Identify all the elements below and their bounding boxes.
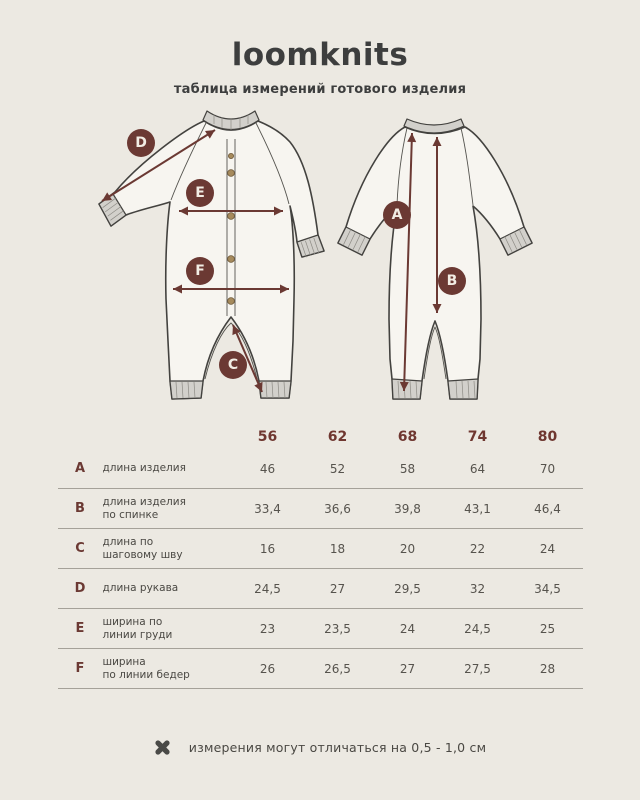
row-letter: A [74, 461, 86, 476]
size-header-row [58, 425, 583, 449]
cell-value: 18 [329, 541, 346, 556]
measure-badge-a: A [383, 201, 411, 229]
row-letter: E [75, 621, 85, 636]
asterisk-icon [154, 739, 171, 756]
row-letter: C [75, 541, 85, 556]
size-column-header: 62 [327, 429, 348, 445]
cell-value: 28 [539, 661, 556, 676]
cell-value: 27 [399, 661, 416, 676]
cell-value: 43,1 [464, 501, 491, 516]
footer-note-row [0, 739, 640, 756]
cell-value: 25 [539, 621, 556, 636]
table-row [58, 609, 583, 649]
garment-drawing-svg [0, 99, 640, 419]
table-row [58, 489, 583, 529]
cell-value: 27,5 [464, 661, 491, 676]
size-column-header: 68 [397, 429, 418, 445]
measure-badge-b: B [438, 267, 466, 295]
cell-value: 32 [469, 581, 486, 596]
measure-badge-d: D [127, 129, 155, 157]
page-subtitle: таблица измерений готового изделия [173, 82, 467, 97]
back-garment-outline [338, 127, 532, 399]
size-column-header: 80 [537, 429, 558, 445]
cell-value: 23 [259, 621, 276, 636]
measure-badge-f: F [186, 257, 214, 285]
cell-value: 24,5 [254, 581, 281, 596]
cell-value: 58 [399, 461, 416, 476]
garment-diagrams [0, 99, 640, 419]
cell-value: 64 [469, 461, 486, 476]
table-row [58, 569, 583, 609]
cell-value: 36,6 [324, 501, 351, 516]
size-column-header: 74 [467, 429, 488, 445]
cell-value: 24,5 [464, 621, 491, 636]
footer-note: измерения могут отличаться на 0,5 - 1,0 см [188, 740, 487, 755]
row-letter: D [74, 581, 86, 596]
table-row [58, 649, 583, 689]
row-letter: B [75, 501, 85, 516]
row-label: длина по шаговому шву [102, 535, 183, 561]
row-label: длина рукава [102, 582, 179, 594]
cell-value: 24 [399, 621, 416, 636]
cell-value: 46 [259, 461, 276, 476]
cell-value: 34,5 [534, 581, 561, 596]
table-row [58, 529, 583, 569]
brand-logo: loomknits [231, 37, 409, 73]
cell-value: 70 [539, 461, 556, 476]
measure-badge-e: E [186, 179, 214, 207]
cell-value: 22 [469, 541, 486, 556]
cell-value: 46,4 [534, 501, 561, 516]
page-header [0, 0, 640, 97]
cell-value: 20 [399, 541, 416, 556]
cell-value: 16 [259, 541, 276, 556]
measurements-table [58, 425, 583, 689]
row-label: длина изделия [102, 462, 186, 474]
cell-value: 29,5 [394, 581, 421, 596]
size-column-header: 56 [257, 429, 278, 445]
cell-value: 33,4 [254, 501, 281, 516]
row-label: длина изделия по спинке [102, 495, 186, 521]
row-label: ширина по линии груди [102, 615, 173, 641]
cell-value: 26 [259, 661, 276, 676]
measure-badge-c: C [219, 351, 247, 379]
row-letter: F [75, 661, 85, 676]
cell-value: 52 [329, 461, 346, 476]
cell-value: 24 [539, 541, 556, 556]
cell-value: 26,5 [324, 661, 351, 676]
back-view-drawing [338, 119, 532, 399]
cell-value: 23,5 [324, 621, 351, 636]
row-label: ширина по линии бедер [102, 655, 190, 681]
cell-value: 39,8 [394, 501, 421, 516]
table-row [58, 449, 583, 489]
cell-value: 27 [329, 581, 346, 596]
